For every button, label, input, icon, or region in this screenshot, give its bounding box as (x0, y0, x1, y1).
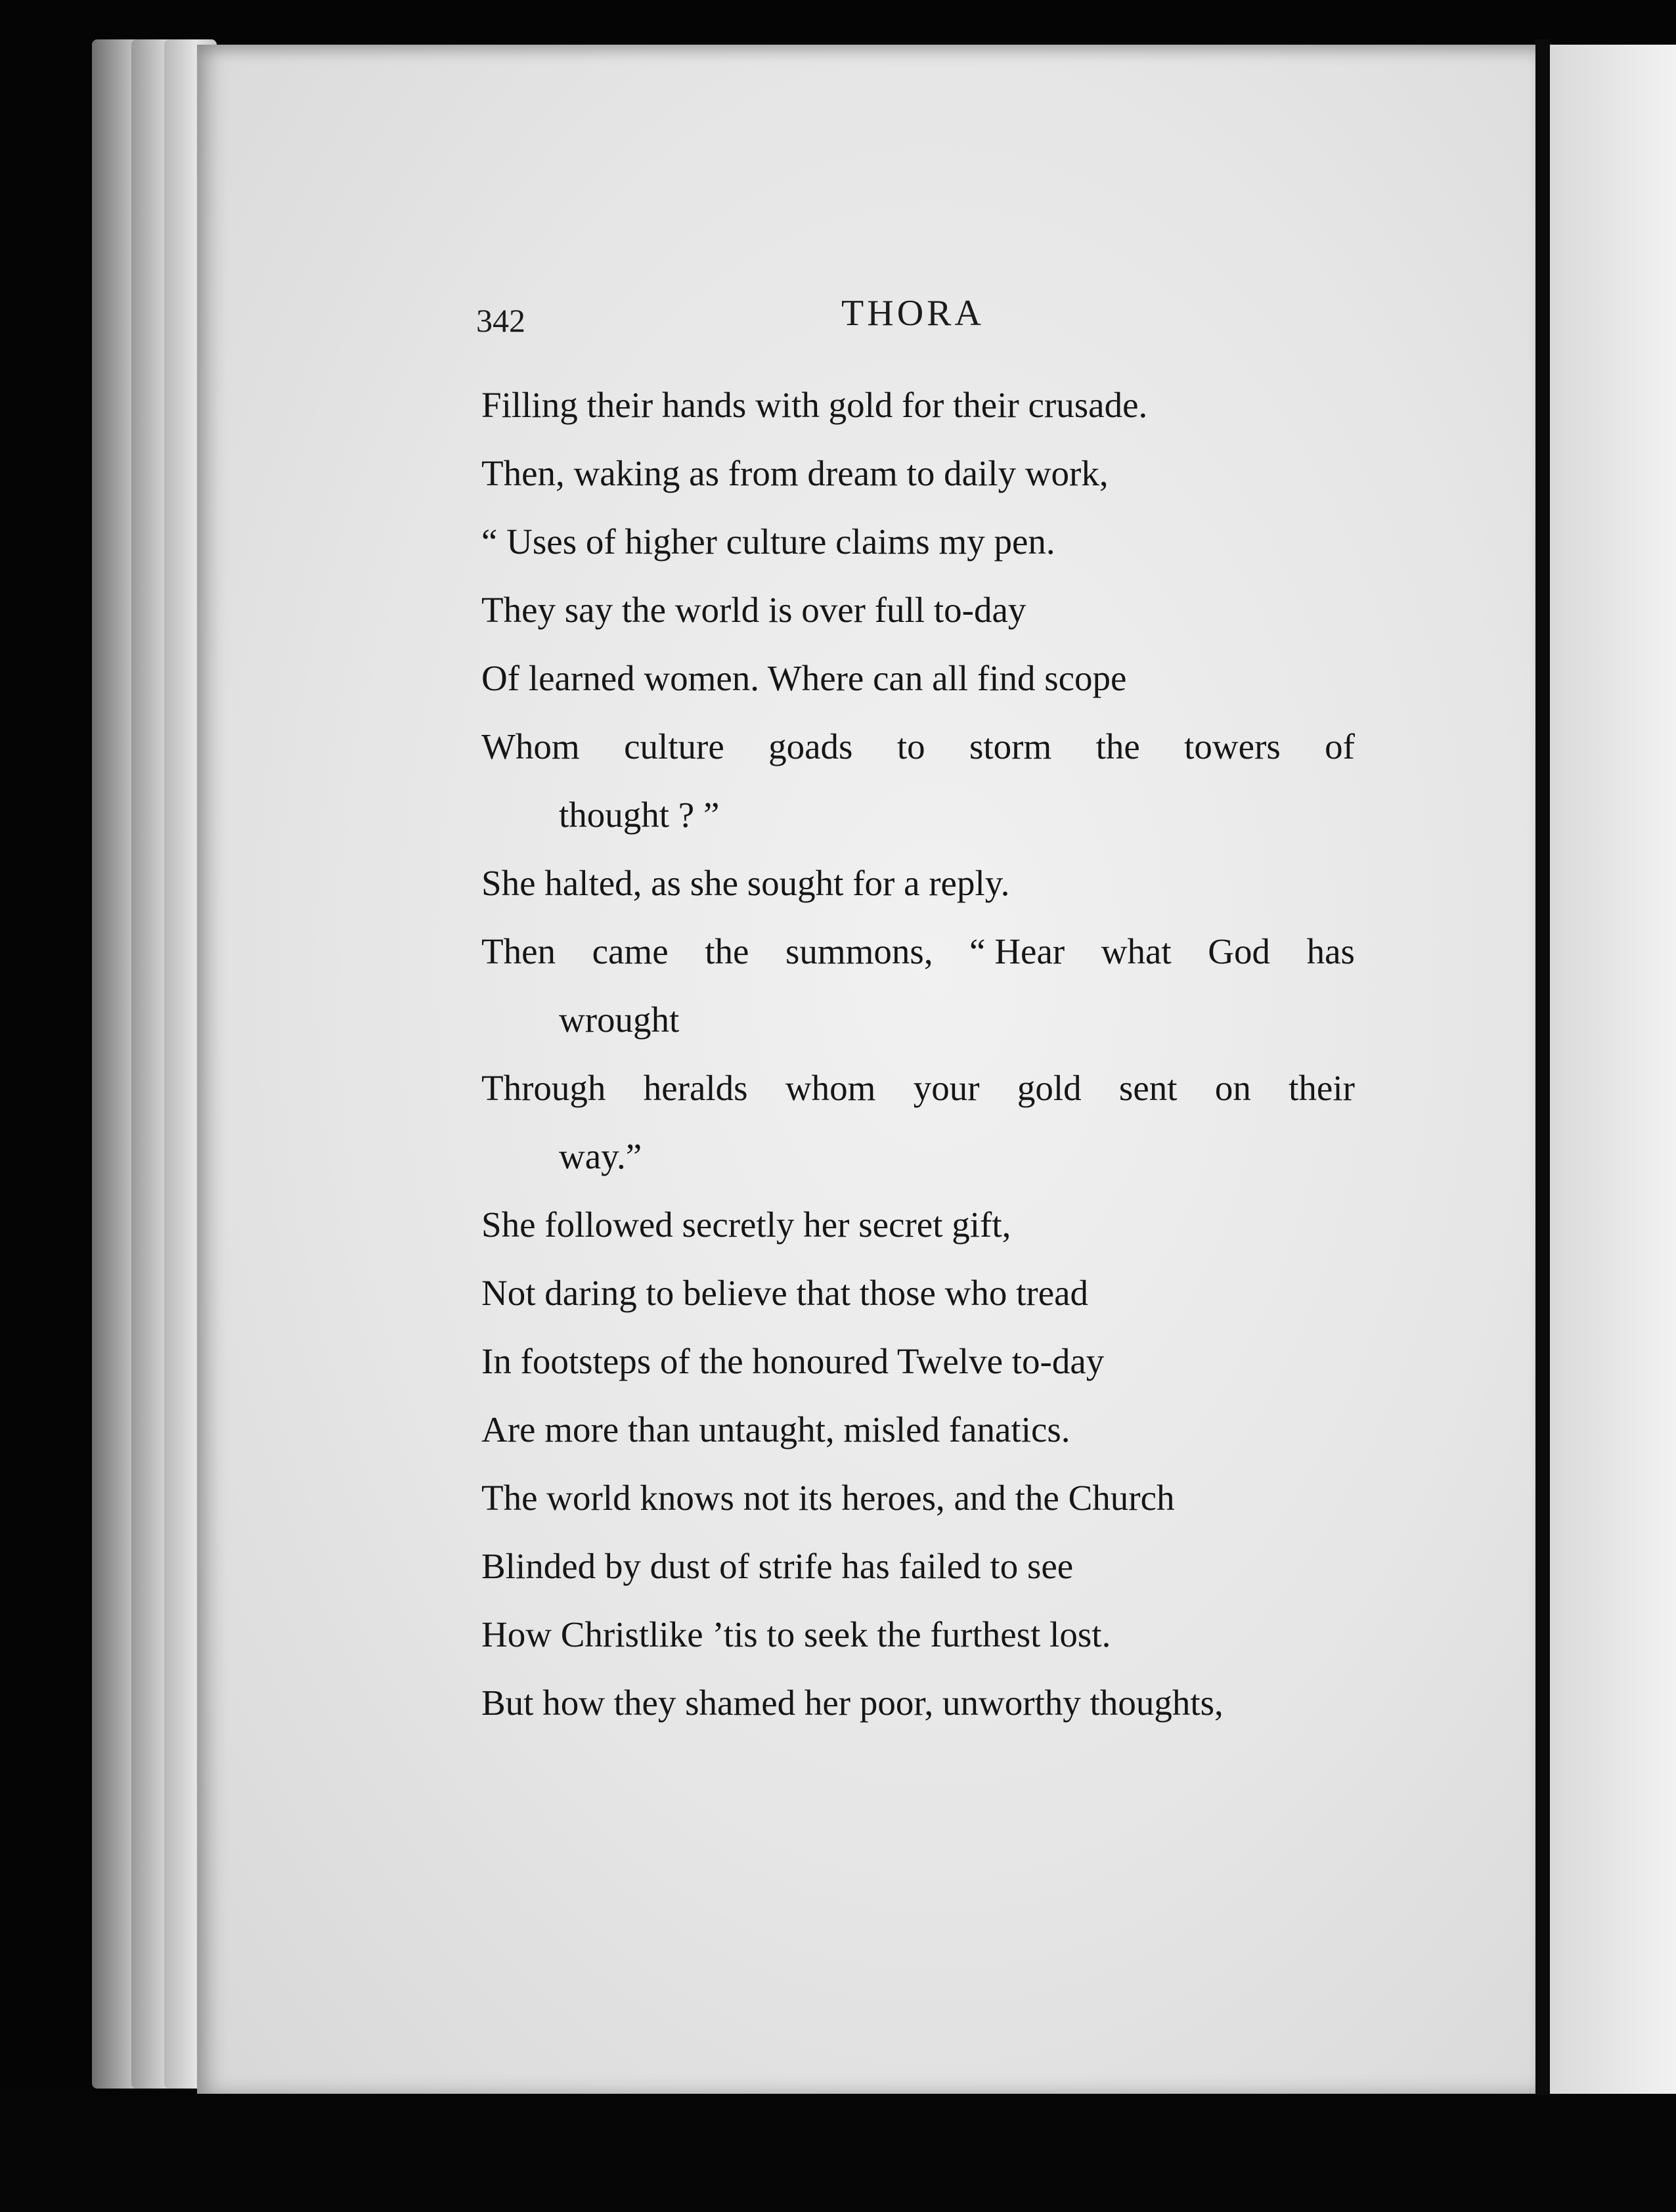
poem-line: Not daring to believe that those who tread (481, 1273, 1089, 1313)
poem-line (481, 1054, 1355, 1122)
running-header (476, 292, 1350, 345)
poem-word: whom (785, 1068, 876, 1108)
poem-word: towers (1184, 726, 1281, 766)
poem-line: Are more than untaught, misled fanatics. (481, 1409, 1070, 1449)
poem-word: to (896, 726, 925, 766)
poem-word: on (1214, 1068, 1251, 1108)
poem-line (481, 713, 1355, 781)
poem-word: Through (481, 1068, 606, 1108)
page-number: 342 (476, 302, 525, 339)
poem-line: “ Uses of higher culture claims my pen. (481, 521, 1055, 562)
poem-line: How Christlike ’tis to seek the furthest lost. (481, 1614, 1111, 1654)
poem-line: wrought (559, 1000, 680, 1040)
poem-word: heralds (643, 1068, 748, 1108)
poem-word: what (1101, 931, 1172, 971)
poem-word: storm (969, 726, 1052, 766)
poem-word: goads (768, 726, 853, 766)
book-gutter (1535, 39, 1550, 2108)
poem-line: thought ? ” (559, 795, 720, 835)
poem-line (481, 918, 1355, 986)
poem-line: way.” (559, 1136, 642, 1176)
facing-page-edge (1550, 45, 1676, 2094)
poem-word: Whom (481, 726, 580, 766)
poem-word: your (913, 1068, 980, 1108)
poem-word: Then (481, 931, 556, 971)
poem-line: Then, waking as from dream to daily work, (481, 453, 1109, 493)
poem-word: their (1289, 1068, 1355, 1108)
poem-line: Blinded by dust of strife has failed to see (481, 1546, 1074, 1586)
poem-text (481, 371, 1355, 1737)
scan-border (0, 2095, 1676, 2212)
poem-word: summons, (785, 931, 933, 971)
poem-line: Of learned women. Where can all find scope (481, 658, 1127, 698)
poem-line: In footsteps of the honoured Twelve to-day (481, 1341, 1105, 1381)
poem-line: But how they shamed her poor, unworthy thoughts, (481, 1683, 1224, 1723)
poem-word: sent (1118, 1068, 1178, 1108)
poem-line: She halted, as she sought for a reply. (481, 863, 1010, 903)
poem-word: the (1095, 726, 1140, 766)
poem-word: has (1306, 931, 1355, 971)
poem-word: came (592, 931, 669, 971)
poem-word: God (1208, 931, 1271, 971)
running-title: THORA (841, 293, 984, 334)
poem-word: of (1325, 726, 1355, 766)
poem-word: the (705, 931, 749, 971)
poem-word: gold (1017, 1068, 1082, 1108)
poem-word: culture (624, 726, 724, 766)
poem-word: “ Hear (969, 931, 1065, 971)
poem-line: Filling their hands with gold for their crusade. (481, 385, 1148, 425)
poem-line: The world knows not its heroes, and the Church (481, 1478, 1175, 1518)
poem-line: She followed secretly her secret gift, (481, 1205, 1011, 1245)
poem-line: They say the world is over full to-day (481, 590, 1026, 630)
